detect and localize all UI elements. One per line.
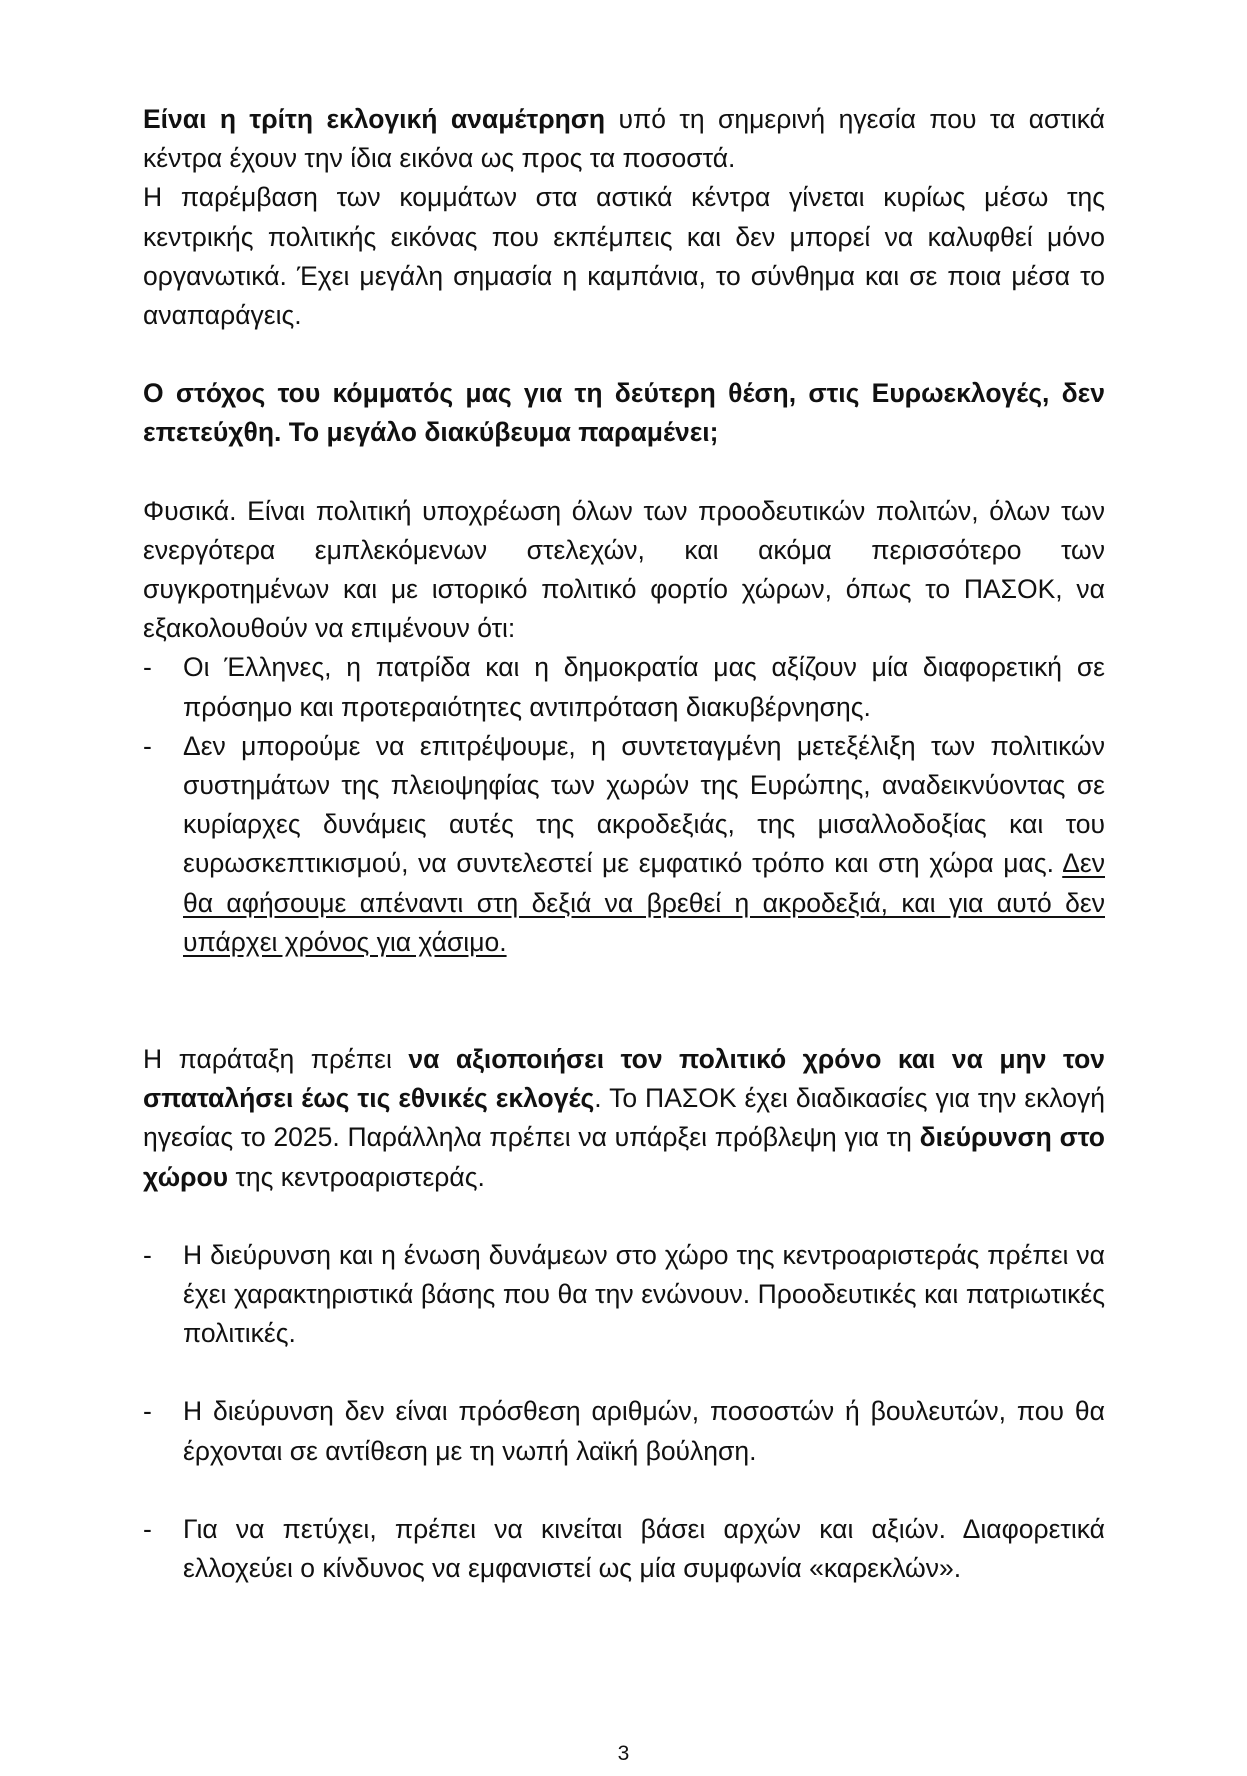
answer-intro-paragraph: Φυσικά. Είναι πολιτική υποχρέωση όλων των προοδευτικών πολιτών, όλων των ενεργότερα εμπλεκόμενων στελεχών, και ακόμα περισσότερο των συγκροτημένων και με ιστορικό πολιτικό φορτίο χώρων, όπως το ΠΑΣΟΚ, να εξακολουθούν να επιμένουν ότι:: [143, 495, 1105, 644]
intro-bold-lead: Είναι η τρίτη εκλογική αναμέτρηση: [143, 104, 606, 134]
bullet-dash: -: [143, 730, 152, 761]
list-item: [143, 648, 1105, 726]
page-number: 3: [617, 1742, 630, 1765]
bullet-dash: -: [143, 1396, 152, 1427]
list-item: [143, 727, 1105, 962]
list-item-text: Η διεύρυνση δεν είναι πρόσθεση αριθμών, ποσοστών ή βουλευτών, που θα έρχονται σε αντίθεση με τη νωπή λαϊκή βούληση.: [183, 1396, 1105, 1466]
intro-paragraph-text: υπό τη σημερινή ηγεσία που τα αστικά κέντρα έχουν την ίδια εικόνα ως προς τα ποσοστά.: [143, 104, 1105, 174]
faction-bold-2: διεύρυνση στο χώρου: [143, 1122, 1105, 1192]
faction-text-3: της κεντροαριστεράς.: [228, 1161, 485, 1192]
faction-text-2: . Το ΠΑΣΟΚ έχει διαδικασίες για την εκλογή ηγεσίας το 2025. Παράλληλα πρέπει να υπάρξει πρόβλεψη για τη: [143, 1083, 1105, 1153]
intro-paragraph: [143, 100, 1105, 178]
list-item: [143, 1510, 1105, 1588]
page-content: [143, 100, 1105, 1588]
bullet-dash: -: [143, 652, 152, 683]
faction-bold-1: να αξιοποιήσει τον πολιτικό χρόνο και να μην τον σπαταλήσει έως τις εθνικές εκλογές: [143, 1044, 1105, 1114]
list-item: [143, 1392, 1105, 1470]
list-item: [143, 1236, 1105, 1354]
spacer: [143, 1197, 1105, 1236]
faction-paragraph: [143, 1040, 1105, 1197]
list-item-text: Για να πετύχει, πρέπει να κινείται βάσει αρχών και αξιών. Διαφορετικά ελλοχεύει ο κίνδυνος να εμφανιστεί ως μία συμφωνία «καρεκλών».: [183, 1513, 1105, 1584]
list-item-text: Δεν μπορούμε να επιτρέψουμε, η συντεταγμένη μετεξέλιξη των πολιτικών συστημάτων της πλειοψηφίας των χωρών της Ευρώπης, αναδεικνύοντας σε κυρίαρχες δυνάμεις αυτές της ακροδεξιάς, της μισαλλοδοξίας και του ευρωσκεπτικισμού, να συντελεστεί με εμφατικό τρόπο και στη χώρα μας.: [183, 730, 1105, 879]
answer-bullet-list: [143, 648, 1105, 962]
interview-question: Ο στόχος του κόμματός μας για τη δεύτερη θέση, στις Ευρωεκλογές, δεν επετεύχθη. Το μεγάλο διακύβευμα παραμένει;: [143, 378, 1105, 448]
enlargement-bullet-list: [143, 1236, 1105, 1588]
list-item-text: Η διεύρυνση και η ένωση δυνάμεων στο χώρο της κεντροαριστεράς πρέπει να έχει χαρακτηριστικά βάσης που θα την ενώνουν. Προοδευτικές και πατριωτικές πολιτικές.: [183, 1239, 1105, 1349]
bullet-dash: -: [143, 1513, 152, 1544]
spacer: [143, 962, 1105, 1040]
list-item-text: Οι Έλληνες, η πατρίδα και η δημοκρατία μας αξίζουν μία διαφορετική σε πρόσημο και προτεραιότητες αντιπρόταση διακυβέρνησης.: [183, 652, 1105, 722]
urban-centers-paragraph: Η παρέμβαση των κομμάτων στα αστικά κέντρα γίνεται κυρίως μέσω της κεντρικής πολιτικής εικόνας που εκπέμπεις και δεν μπορεί να καλυφθεί μόνο οργανωτικά. Έχει μεγάλη σημασία η καμπάνια, το σύνθημα και σε ποια μέσα το αναπαράγεις.: [143, 182, 1105, 331]
faction-text-1: Η παράταξη πρέπει: [143, 1044, 409, 1075]
spacer: [143, 335, 1105, 374]
spacer: [143, 453, 1105, 492]
underlined-statement: Δεν θα αφήσουμε απέναντι στη δεξιά να βρεθεί η ακροδεξιά, και για αυτό δεν υπάρχει χρόνος για χάσιμο.: [183, 848, 1105, 957]
bullet-dash: -: [143, 1239, 152, 1270]
